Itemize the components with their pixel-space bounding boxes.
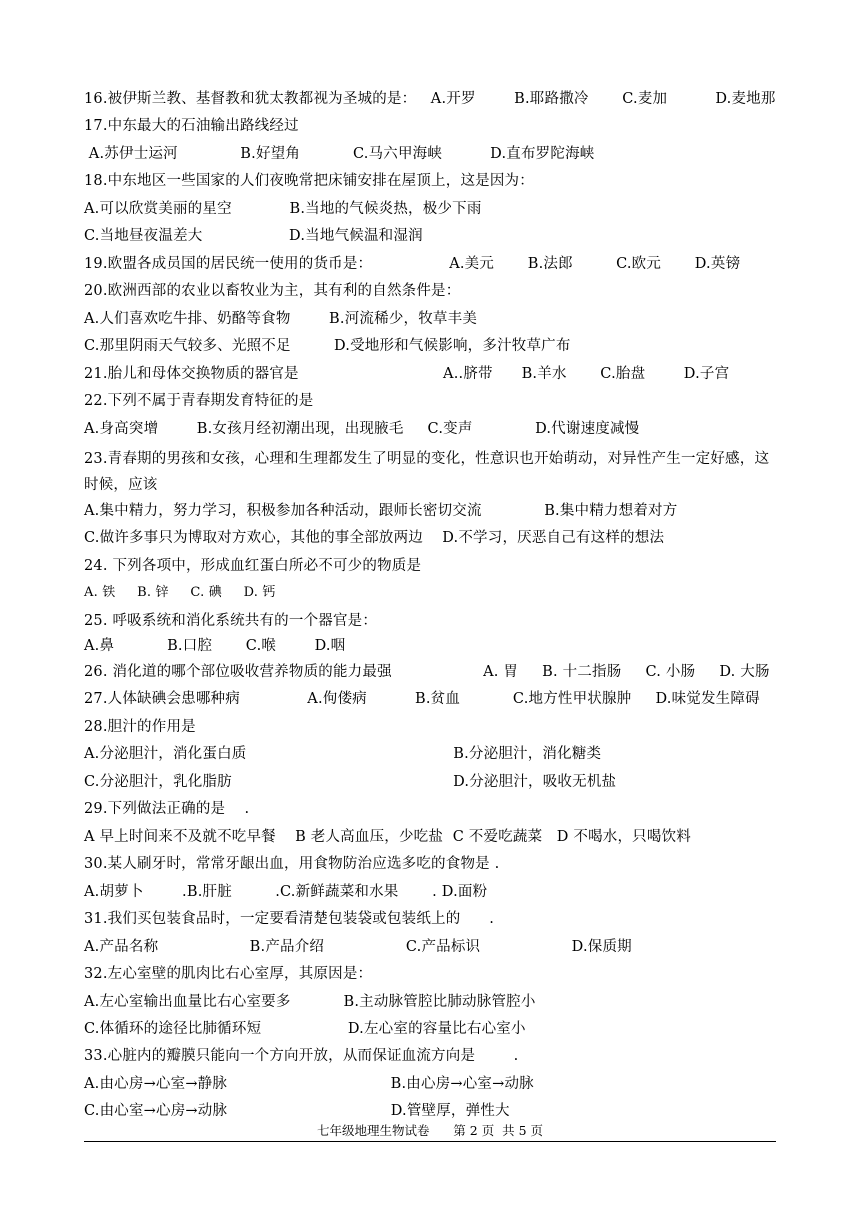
q24-question: 24. 下列各项中，形成血红蛋白所必不可少的物质是: [84, 558, 422, 574]
q22-options: A.身高突增 B.女孩月经初潮出现，出现腋毛 C.变声 D.代谢速度减慢: [84, 421, 640, 437]
q25-question: 25. 呼吸系统和消化系统共有的一个器官是：: [84, 613, 378, 629]
q23-options-cd: C.做许多事只为博取对方欢心，其他的事全部放两边 D.不学习，厌恶自己有这样的想法: [84, 530, 665, 546]
q18-options-ab: A.可以欣赏美丽的星空 B.当地的气候炎热，极少下雨: [84, 201, 482, 217]
q18-options-cd: C.当地昼夜温差大 D.当地气候温和湿润: [84, 228, 423, 244]
q16-line: 16.被伊斯兰教、基督教和犹太教都视为圣城的是： A.开罗 B.耶路撒冷 C.麦加 D.麦地那: [84, 91, 776, 107]
q32-options-cd: C.体循环的途径比肺循环短 D.左心室的容量比右心室小: [84, 1021, 526, 1037]
q30-question: 30.某人刷牙时，常常牙龈出血，用食物防治应选多吃的食物是 .: [84, 856, 500, 872]
q21-line: 21.胎儿和母体交换物质的器官是 A..脐带 B.羊水 C.胎盘 D.子宫: [84, 366, 730, 382]
page-footer: 七年级地理生物试卷 第 2 页 共 5 页: [316, 1123, 544, 1138]
q29-question: 29.下列做法正确的是 .: [84, 801, 250, 817]
q20-question: 20.欧洲西部的农业以畜牧业为主，其有利的自然条件是：: [84, 283, 461, 299]
q17-question: 17.中东最大的石油输出路线经过: [84, 118, 299, 134]
q32-options-ab: A.左心室输出血量比右心室要多 B.主动脉管腔比肺动脉管腔小: [84, 994, 536, 1010]
q31-options: A.产品名称 B.产品介绍 C.产品标识 D.保质期: [84, 939, 632, 955]
q27-line: 27.人体缺碘会患哪种病 A.佝偻病 B.贫血 C.地方性甲状腺肿 D.味觉发生障碍: [84, 691, 760, 707]
q29-options: A 早上时间来不及就不吃早餐 B 老人高血压，少吃盐 C 不爱吃蔬菜 D 不喝水，只喝饮料: [84, 829, 691, 845]
q18-question: 18.中东地区一些国家的人们夜晚常把床铺安排在屋顶上，这是因为：: [84, 173, 534, 189]
q20-options-ab: A.人们喜欢吃牛排、奶酪等食物 B.河流稀少，牧草丰美: [84, 311, 478, 327]
q19-line: 19.欧盟各成员国的居民统一使用的货币是： A.美元 B.法郎 C.欧元 D.英镑: [84, 256, 741, 272]
q32-question: 32.左心室壁的肌肉比右心室厚，其原因是：: [84, 966, 373, 982]
q20-options-cd: C.那里阴雨天气较多、光照不足 D.受地形和气候影响，多汁牧草广布: [84, 338, 571, 354]
q24-options: A. 铁 B. 锌 C. 碘 D. 钙: [84, 585, 276, 600]
q28-question: 28.胆汁的作用是: [84, 719, 196, 735]
q26-line: 26. 消化道的哪个部位吸收营养物质的能力最强 A. 胃 B. 十二指肠 C. 小肠 D. 大肠: [84, 664, 770, 680]
q33-options-ab: A.由心房→心室→静脉 B.由心房→心室→动脉: [84, 1076, 534, 1092]
q23-question: 23.青春期的男孩和女孩，心理和生理都发生了明显的变化，性意识也开始萌动，对异性产生一定好感，这时候，应该: [84, 451, 770, 493]
q17-options: A.苏伊士运河 B.好望角 C.马六甲海峡 D.直布罗陀海峡: [84, 146, 595, 162]
q25-options: A.鼻 B.口腔 C.喉 D.咽: [84, 638, 346, 654]
q28-options-ab: A.分泌胆汁，消化蛋白质 B.分泌胆汁，消化糖类: [84, 746, 602, 762]
q31-question: 31.我们买包装食品时，一定要看清楚包装袋或包装纸上的 .: [84, 911, 495, 927]
q28-options-cd: C.分泌胆汁，乳化脂肪 D.分泌胆汁，吸收无机盐: [84, 774, 617, 790]
q30-options: A.胡萝卜 .B.肝脏 .C.新鲜蔬菜和水果 . D.面粉: [84, 884, 488, 900]
q23-options-ab: A.集中精力，努力学习，积极参加各种活动，跟师长密切交流 B.集中精力想着对方: [84, 503, 678, 519]
q33-question: 33.心脏内的瓣膜只能向一个方向开放，从而保证血流方向是 .: [84, 1048, 519, 1064]
q33-options-cd: C.由心室→心房→动脉 D.管壁厚，弹性大: [84, 1103, 510, 1119]
footer-divider: [84, 1141, 776, 1142]
q22-question: 22.下列不属于青春期发育特征的是: [84, 393, 314, 409]
